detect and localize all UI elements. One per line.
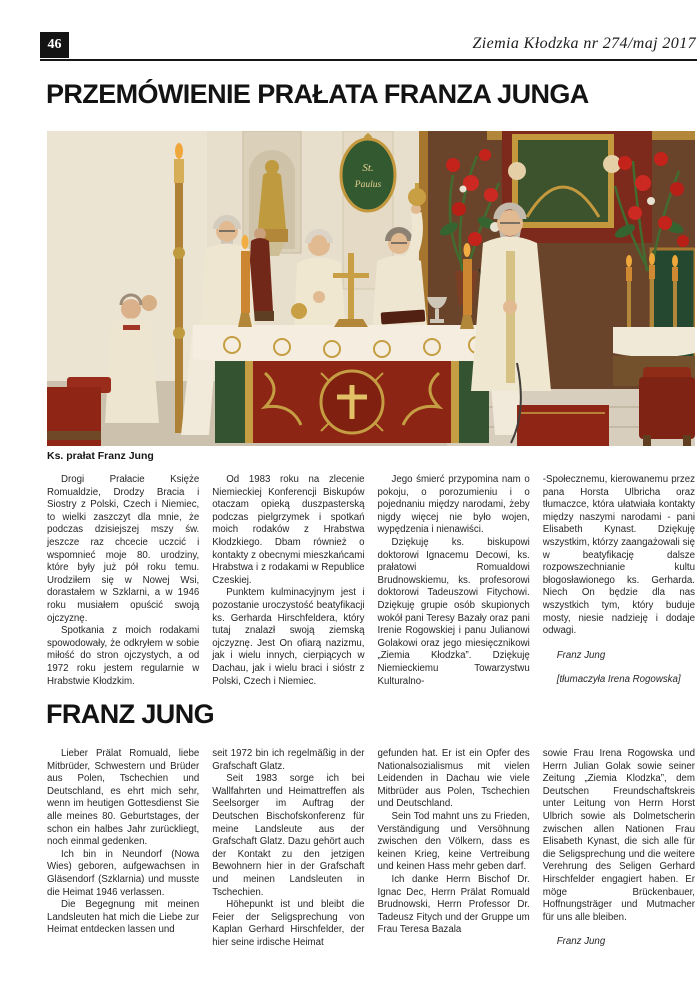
signature: Franz Jung xyxy=(556,936,606,948)
paragraph: Spotkania z moich rodakami spowodowały, że odkryłem w sobie miłość do stron ojczystych, a od 1972 roku jestem regularnie w Hrabstwie Kłodzkim. xyxy=(47,625,200,687)
text-column xyxy=(47,474,199,688)
paragraph: -Społecznemu, kierowanemu przez pana Horsta Ulbricha oraz tłumaczce, która ułatwiała kontakty między naszymi narodami - pani Elisabeth Kynast. Dziękuję wszystkim, którzy zaangażowali się w beatyfikację dalsze rozpowszechnianie kultu błogosławionego ks. Gerharda. Niech On będzie dla nas wszystkich tym, który buduje mosty, niesie nadzieję i dodaje odwagi. xyxy=(542,474,695,637)
svg-text:Paulus: Paulus xyxy=(354,180,382,190)
paragraph: Lieber Prälat Romuald, liebe Mitbrüder, Schwestern und Brüder aus Polen, Tschechien und Deutschland, es ehrt mich sehr, wenn im heutigen Gottesdienst Sie alle meines 80. Geburtstages, der schon ein halbes Jahr zurückliegt, noch einmal gedenken. xyxy=(47,748,200,848)
text-column xyxy=(378,474,530,688)
text-column xyxy=(212,474,364,688)
paragraph: Sein Tod mahnt uns zu Frieden, Verständigung und Versöhnung zwischen den Völkern, dass es keinen Krieg, keine Vertreibung und keinen Hass mehr geben darf. xyxy=(377,810,530,873)
paragraph: Jego śmierć przypomina nam o pokoju, o porozumieniu i o pojednaniu między narodami, żeby nigdy więcej nie było wojen, wypędzenia i nienawiści. xyxy=(377,474,530,536)
paragraph: gefunden hat. Er ist ein Opfer des Nationalsozialismus mit vielen Leidenden in Dachau wie viele Mitbrüder aus Polen, Tschechien und Deutschland. xyxy=(377,748,530,810)
paragraph: Die Begegnung mit meinen Landsleuten hat mich die Liebe zur Heimat entdecken lassen und xyxy=(47,899,200,936)
paragraph: Dziękuję ks. biskupowi doktorowi Ignacemu Decowi, ks. prałatowi Romualdowi Brudnowskiemu, ks. profesorowi doktorowi Tadeuszowi Fitychowi. Dziękuję grupie osób skupionych wokół pani Teresy Bazały oraz pani Irenie Rogowskiej i panu Julianowi Golakowi oraz jego miesięcznikowi „Ziemia Kłodzka”. Dziękuję Niemieckiemu Towarzystwu Kulturalno- xyxy=(377,536,530,687)
text-column xyxy=(543,474,695,688)
photo-caption: Ks. prałat Franz Jung xyxy=(47,450,154,462)
article-title-de: FRANZ JUNG xyxy=(46,699,214,729)
translator-note: [tłumaczyła Irena Rogowska] xyxy=(556,674,681,686)
article-title-pl: PRZEMÓWIENIE PRAŁATA FRANZA JUNGA xyxy=(46,79,589,109)
paragraph: Drogi Prałacie Księże Romualdzie, Drodzy Bracia i Siostry z Polski, Czech i Niemiec, to wielki zaszczyt dla mnie, że podczas dzisiejszej mszy św. jeszcze raz chcecie uczcić i wspomnieć moje 80. urodziny, które były już pół roku temu. Urodziłem się w Nowej Wsi, dorastałem w Szklarni, a w 1946 roku musiałem opuścić swoją ojczyznę. xyxy=(47,474,200,624)
page-number: 46 xyxy=(40,32,69,58)
text-column xyxy=(212,748,364,950)
church-mass-photo xyxy=(47,131,695,446)
paragraph: sowie Frau Irena Rogowska und Herrn Julian Golak sowie seiner Zeitung „Ziemia Klodzka”, dem Deutschen Freundschaftskreis unter Leitung von Herrn Horst Ulbrich sowie als Dolmetscherin zwischen allen Nationen Frau Elisabeth Kynast, die sich alle für die Seligsprechung und die weitere Verehrung des Seligen Gerhard Hirschfelder engagiert haben. Er möge Brückenbauer, Hoffnungsträger und Mutmacher für uns alle bleiben. xyxy=(542,748,695,923)
journal-title: Ziemia Kłodzka nr 274/maj 2017 xyxy=(472,35,696,52)
paragraph: Höhepunkt ist und bleibt die Feier der Seligsprechung von Kaplan Gerhard Hirschfelder, der hier seine irdische Heimat xyxy=(212,899,365,948)
article-body-pl xyxy=(47,474,695,688)
text-column xyxy=(47,748,199,950)
paragraph: Od 1983 roku na zlecenie Niemieckiej Konferencji Biskupów otaczam opieką duszpasterską podczas pielgrzymek i spotkań moich rodaków z Hrabstwa Kłodzkiego. Dbam również o kontakty z obecnymi mieszkańcami Hrabstwa i z rodakami w Republice Czeskiej. xyxy=(212,474,365,586)
paragraph: Seit 1983 sorge ich bei Wallfahrten und Heimattreffen als Seelsorger im Auftrag der Deutschen Bischofskonferenz für meine Landsleute aus der Grafschaft Glatz. Dazu gehört auch der Kontakt zu den jetzigen Bewohnern hier in der Grafschaft und meinen Landsleuten in Tschechien. xyxy=(212,773,365,898)
signature: Franz Jung xyxy=(556,649,606,661)
header-rule xyxy=(40,59,697,61)
article-photo xyxy=(47,131,695,446)
paragraph: Punktem kulminacyjnym jest i pozostanie uroczystość beatyfikacji ks. Gerharda Hirschfeldera, który tutaj znalazł swoją ziemską ojczyznę. Jest On ofiarą nazizmu, jak i wielu innych, cierpiących w Dachau, jak i wielu braci i sióstr z Polski, Czech i Niemiec. xyxy=(212,587,365,687)
paragraph: Ich bin in Neundorf (Nowa Wies) geboren, aufgewachsen in Gläsendorf (Szklarnia) und musste die Heimat 1946 verlassen. xyxy=(47,848,200,898)
svg-text:St.: St. xyxy=(362,162,374,174)
text-column xyxy=(543,748,695,950)
paragraph: seit 1972 bin ich regelmäßig in der Grafschaft Glatz. xyxy=(212,748,365,772)
paragraph: Ich danke Herrn Bischof Dr. Ignac Dec, Herrn Prälat Romuald Brudnowski, Herrn Professor Dr. Tadeusz Fitych und der Gruppe um Frau Teresa Bazala xyxy=(377,873,530,936)
text-column xyxy=(378,748,530,950)
article-body-de xyxy=(47,748,695,950)
